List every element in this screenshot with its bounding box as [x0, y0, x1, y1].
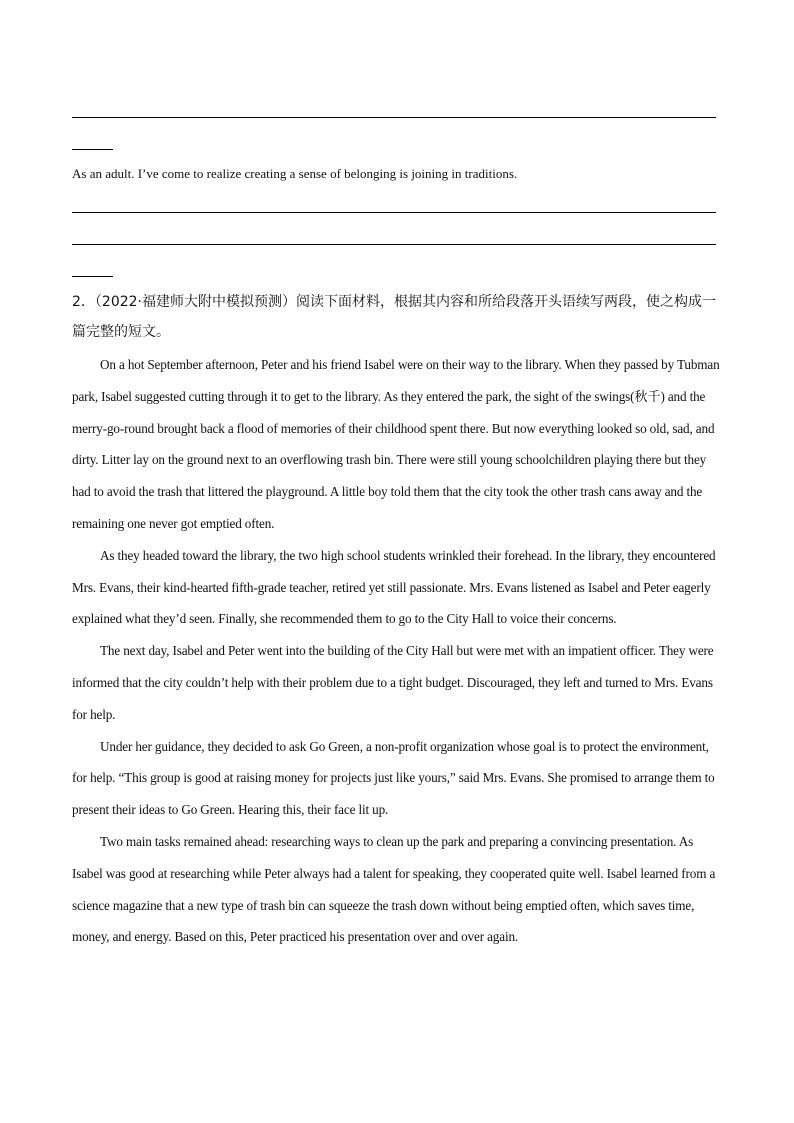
passage-paragraph: As they headed toward the library, the two high school students wrinkled their forehead. In the library, they encountered Mrs. Evans, their kind-hearted fifth-grade teacher, retired yet still passionate. Mrs. Evans listened as Isabel and Peter eagerly explained what they’d seen. Finally, she recommended them to go to the City Hall to voice their concerns.: [72, 547, 716, 627]
answer-line-short: [72, 149, 113, 150]
question-instructions: [72, 287, 722, 347]
question-text: （2022·福建师大附中模拟预测）阅读下面材料，根据其内容和所给段落开头语续写两段，使之构成一篇完整的短文。: [72, 294, 716, 340]
passage-paragraph: Under her guidance, they decided to ask Go Green, a non-profit organization whose goal is to protect the environment, for help. “This group is good at raising money for projects just like yours,” said Mrs. Evans. She promised to arrange them to present their ideas to Go Green. Hearing this, their face lit up.: [72, 738, 715, 818]
passage-paragraph: On a hot September afternoon, Peter and his friend Isabel were on their way to the library. When they passed by Tubman park, Isabel suggested cutting through it to get to the library. As they entered the park, the sight of the swings(秋千) and the merry-go-round brought back a flood of memories of their childhood spent there. But now everything looked so old, sad, and dirty. Litter lay on the ground next to an overflowing trash bin. There were still young schoolchildren playing there but they had to avoid the trash that littered the playground. A little boy told them that the city took the other trash cans away and the remaining one never got emptied often.: [72, 357, 720, 531]
reading-passage: [72, 349, 722, 953]
answer-line: [72, 244, 716, 245]
answer-line: [72, 117, 716, 118]
passage-paragraph: Two main tasks remained ahead: researching ways to clean up the park and preparing a convincing presentation. As Isabel was good at researching while Peter always had a talent for speaking, they cooperated quite well. Isabel learned from a science magazine that a new type of trash bin can squeeze the trash down without being emptied often, which saves time, money, and energy. Based on this, Peter practiced his presentation over and over again.: [72, 833, 716, 945]
answer-line: [72, 212, 716, 213]
question-number: 2．: [72, 294, 95, 310]
continuation-sentence: As an adult. I’ve come to realize creating a sense of belonging is joining in traditions.: [72, 166, 518, 181]
passage-paragraph: The next day, Isabel and Peter went into the building of the City Hall but were met with an impatient officer. They were informed that the city couldn’t help with their problem due to a tight budget. Discouraged, they left and turned to Mrs. Evans for help.: [72, 643, 714, 722]
answer-line-short: [72, 276, 113, 277]
